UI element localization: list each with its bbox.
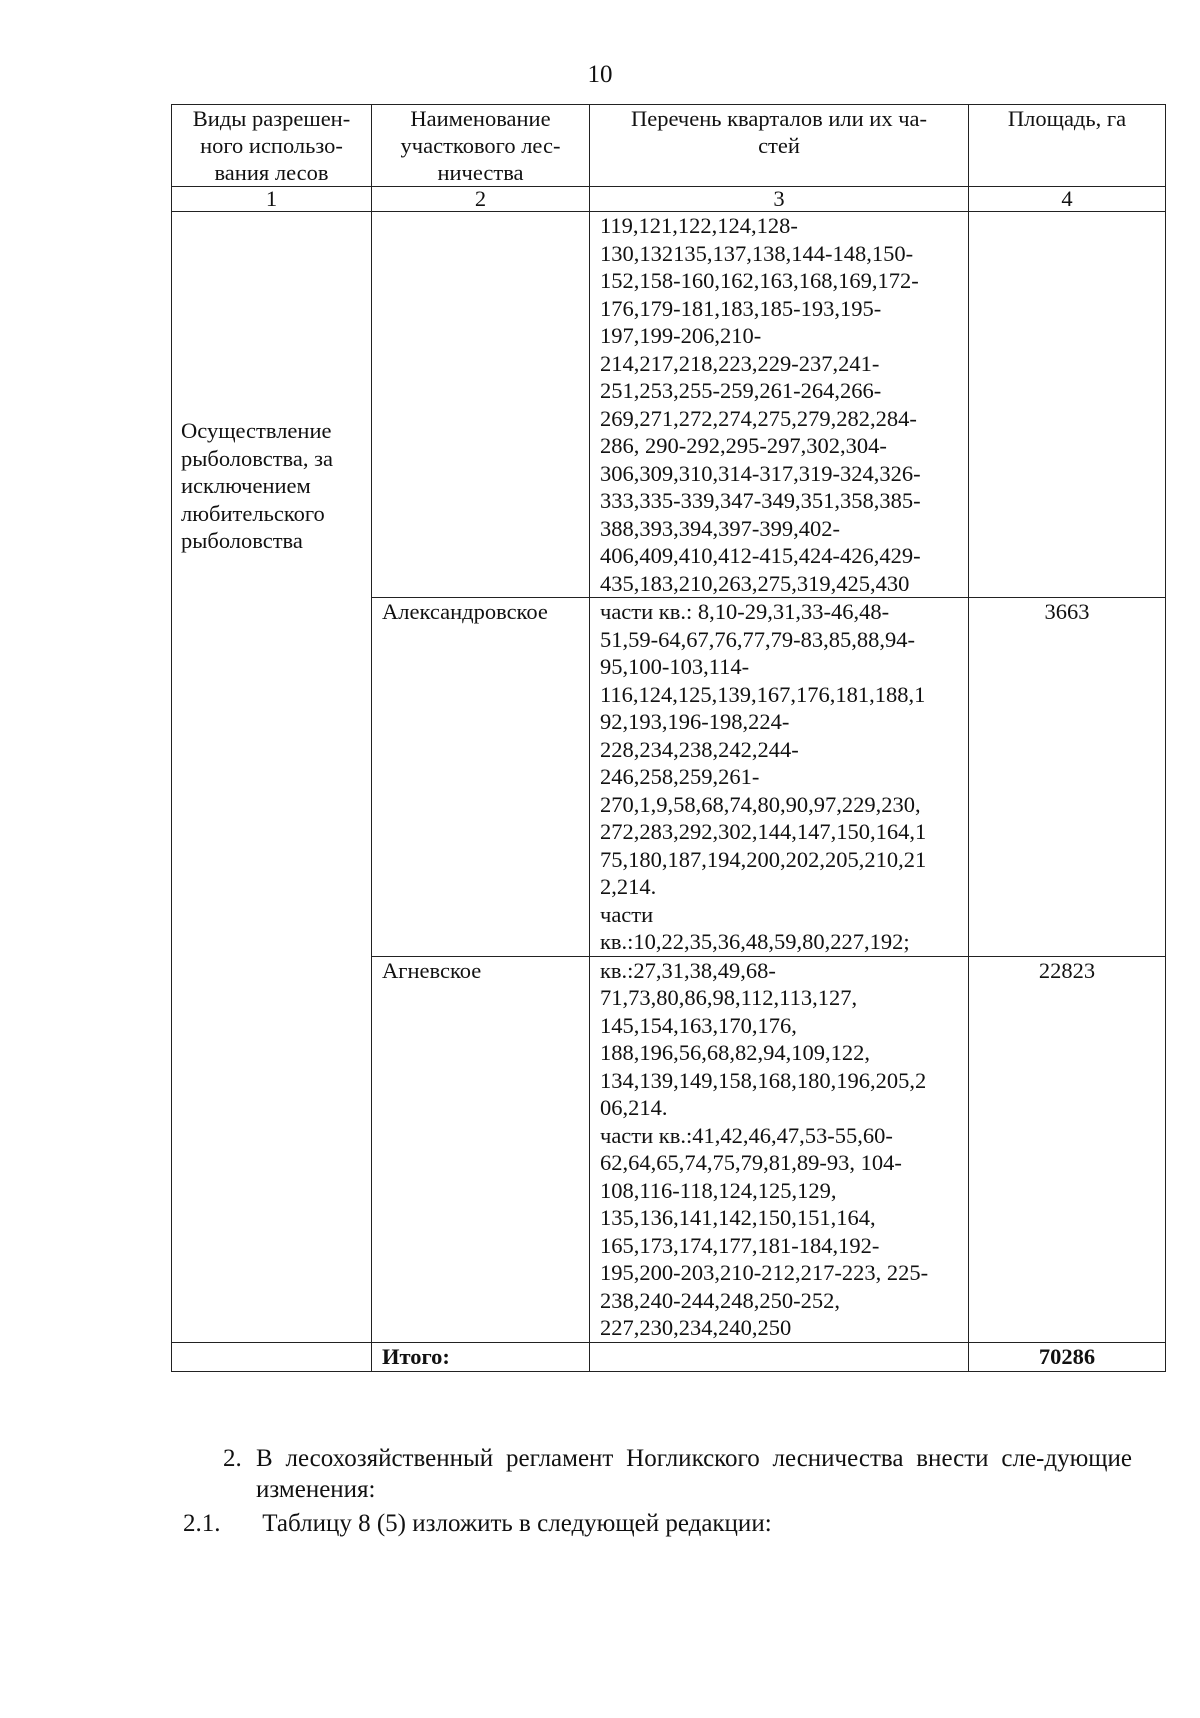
area-cell: 3663 bbox=[969, 598, 1166, 957]
total-row bbox=[172, 1342, 1166, 1371]
quarters-list-line: 134,139,149,158,168,180,196,205,2 bbox=[600, 1067, 927, 1093]
quarters-list-cell bbox=[590, 956, 969, 1342]
quarters-list-line: 214,217,218,223,229-237,241- bbox=[600, 350, 880, 376]
paragraph-2-1 bbox=[183, 1508, 1133, 1539]
quarters-list-line: 135,136,141,142,150,151,164, bbox=[600, 1205, 876, 1230]
paragraph-text: В лесохозяйственный регламент Ногликского лесничества внести сле-дующие изменения: bbox=[256, 1445, 1132, 1503]
quarters-list-line: 435,183,210,263,275,319,425,430 bbox=[600, 570, 910, 596]
forestry-name-cell: Агневское bbox=[372, 956, 590, 1342]
quarters-list-line: 270,1,9,58,68,74,80,90,97,229,230, bbox=[600, 791, 921, 817]
quarters-list-line: 306,309,310,314-317,319-324,326- bbox=[600, 460, 921, 486]
page-number: 10 bbox=[587, 61, 613, 88]
quarters-list-cell bbox=[590, 212, 969, 598]
quarters-list-line: 51,59-64,67,76,77,79-83,85,88,94- bbox=[600, 626, 915, 652]
forestry-name-cell bbox=[372, 212, 590, 598]
quarters-list-line: 116,124,125,139,167,176,181,188,1 bbox=[600, 681, 926, 707]
quarters-list-line: кв.:27,31,38,49,68- bbox=[600, 957, 776, 983]
quarters-list-line: 251,253,255-259,261-264,266- bbox=[600, 378, 882, 403]
kind-of-use-line: Осуществление bbox=[181, 418, 332, 443]
kind-of-use-line: исключением bbox=[181, 473, 311, 498]
quarters-list-line: 238,240-244,248,250-252, bbox=[600, 1287, 840, 1313]
column-number: 1 bbox=[172, 187, 372, 212]
column-number-row bbox=[172, 187, 1166, 212]
paragraph-text: Таблицу 8 (5) изложить в следующей редакции: bbox=[262, 1510, 772, 1537]
quarters-list-line: кв.:10,22,35,36,48,59,80,227,192; bbox=[600, 929, 910, 954]
quarters-list-line: 71,73,80,86,98,112,113,127, bbox=[600, 985, 858, 1010]
quarters-list-line: части кв.: 8,10-29,31,33-46,48- bbox=[600, 599, 890, 624]
quarters-list-line: 286, 290-292,295-297,302,304- bbox=[600, 433, 887, 458]
area-cell bbox=[969, 212, 1166, 598]
quarters-list-line: 227,230,234,240,250 bbox=[600, 1315, 792, 1340]
area-cell: 22823 bbox=[969, 956, 1166, 1342]
quarters-list-line: 92,193,196-198,224- bbox=[600, 709, 790, 734]
quarters-list-line: 246,258,259,261- bbox=[600, 764, 760, 789]
quarters-list-line: 152,158-160,162,163,168,169,172- bbox=[600, 268, 919, 293]
paragraph-label: 2.1. bbox=[183, 1510, 221, 1537]
total-empty-cell bbox=[172, 1342, 372, 1371]
total-label: Итого: bbox=[372, 1342, 590, 1371]
quarters-list-line: 197,199-206,210- bbox=[600, 323, 762, 348]
quarters-list-line: 176,179-181,183,185-193,195- bbox=[600, 295, 882, 321]
header-kind-of-use: Виды разрешен- ного использо- вания лесов bbox=[172, 105, 372, 187]
quarters-list-line: 406,409,410,412-415,424-426,429- bbox=[600, 543, 921, 568]
kind-of-use-line: рыболовства bbox=[181, 528, 303, 553]
header-area: Площадь, га bbox=[969, 105, 1166, 187]
quarters-list-line: 269,271,272,274,275,279,282,284- bbox=[600, 405, 917, 431]
quarters-list-line: 195,200-203,210-212,217-223, 225- bbox=[600, 1260, 929, 1285]
header-quarters-list: Перечень кварталов или их ча- стей bbox=[590, 105, 969, 187]
kind-of-use-cell bbox=[172, 212, 372, 1343]
column-number: 2 bbox=[372, 187, 590, 212]
quarters-list-line: 388,393,394,397-399,402- bbox=[600, 515, 840, 541]
paragraph-label: 2. bbox=[223, 1445, 242, 1472]
quarters-list-line: части bbox=[600, 901, 654, 927]
total-empty-cell bbox=[590, 1342, 969, 1371]
quarters-list-line: 95,100-103,114- bbox=[600, 654, 750, 679]
quarters-list-line: 165,173,174,177,181-184,192- bbox=[600, 1232, 880, 1258]
quarters-list-line: 119,121,122,124,128- bbox=[600, 213, 798, 238]
kind-of-use-line: любительского bbox=[181, 500, 325, 526]
quarters-list-line: части кв.:41,42,46,47,53-55,60- bbox=[600, 1122, 893, 1148]
quarters-list-line: 228,234,238,242,244- bbox=[600, 736, 799, 762]
quarters-list-line: 188,196,56,68,82,94,109,122, bbox=[600, 1040, 870, 1065]
column-number: 3 bbox=[590, 187, 969, 212]
forestry-name-cell: Александровское bbox=[372, 598, 590, 957]
quarters-list-cell bbox=[590, 598, 969, 957]
table-row bbox=[172, 212, 1166, 598]
quarters-list-line: 62,64,65,74,75,79,81,89-93, 104- bbox=[600, 1150, 902, 1175]
column-number: 4 bbox=[969, 187, 1166, 212]
kind-of-use-line: рыболовства, за bbox=[181, 445, 333, 471]
quarters-list-line: 108,116-118,124,125,129, bbox=[600, 1177, 837, 1203]
header-forestry-name: Наименование участкового лес- ничества bbox=[372, 105, 590, 187]
table-header-row bbox=[172, 105, 1166, 187]
paragraph-2 bbox=[223, 1443, 1132, 1505]
total-value: 70286 bbox=[969, 1342, 1166, 1371]
quarters-list-line: 2,214. bbox=[600, 874, 657, 899]
quarters-list-line: 06,214. bbox=[600, 1095, 668, 1120]
forest-use-table bbox=[171, 104, 1166, 1372]
quarters-list-line: 145,154,163,170,176, bbox=[600, 1012, 797, 1038]
quarters-list-line: 75,180,187,194,200,202,205,210,21 bbox=[600, 846, 927, 872]
quarters-list-line: 272,283,292,302,144,147,150,164,1 bbox=[600, 819, 927, 844]
quarters-list-line: 333,335-339,347-349,351,358,385- bbox=[600, 488, 921, 513]
quarters-list-line: 130,132135,137,138,144-148,150- bbox=[600, 240, 914, 266]
